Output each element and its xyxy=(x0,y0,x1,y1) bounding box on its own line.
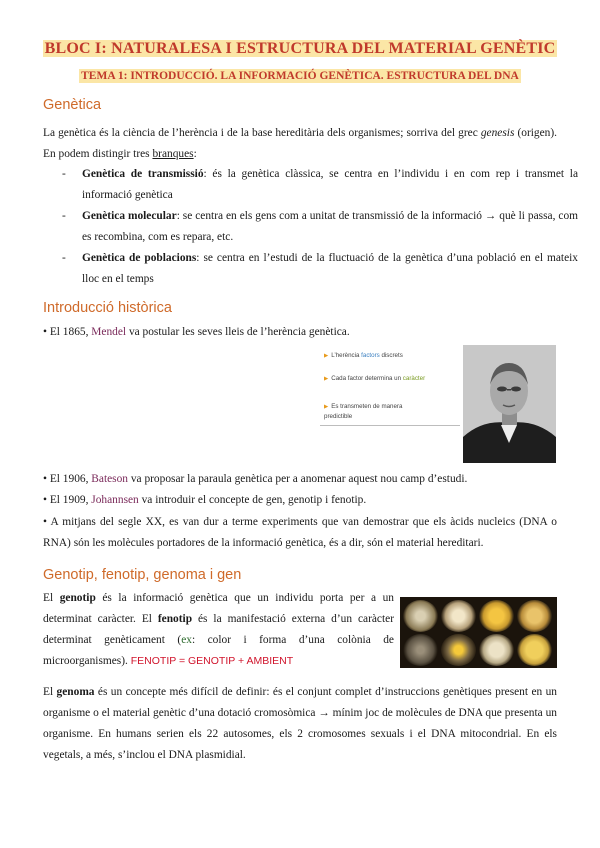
slide-bullet-icon: ▶ xyxy=(324,404,329,410)
slide-bullet-icon: ▶ xyxy=(324,353,329,359)
section-heading-genotip: Genotip, fenotip, genoma i gen xyxy=(43,567,242,583)
history-bateson: • El 1906, Bateson va proposar la paraula genètica per a anomenar aquest nou camp d’estudi. xyxy=(43,473,468,485)
section-heading-historia: Introducció històrica xyxy=(43,300,172,316)
mendel-slide-figure: ▶ L’herència factors discrets ▶ Cada factor determina un caràcter ▶ Es transmeten de manera predictible xyxy=(320,345,460,426)
microorganism-colonies-image xyxy=(400,597,557,668)
document-subtitle: TEMA 1: INTRODUCCIÓ. LA INFORMACIÓ GENÈTICA. ESTRUCTURA DEL DNA xyxy=(81,70,519,82)
section-heading-genetica: Genètica xyxy=(43,97,102,113)
genetica-intro: La genètica és la ciència de l’herència i de la base hereditària dels organismes; sorriva del grec genesis (origen). En podem distingir tres branques: xyxy=(43,127,557,160)
branch-transmissio: - Genètica de transmissió: és la genètica clàssica, se centra en l’individu i en com rep i transmet la informació genètica xyxy=(62,168,578,201)
history-xx-century: • A mitjans del segle XX, es van dur a terme experiments que van demostrar que els àcids nucleics (DNA o RNA) són les molècules portadores de la informació genètica, és a dir, són el material hereditari. xyxy=(43,516,557,549)
branch-molecular: - Genètica molecular: se centra en els gens com a unitat de transmissió de la informació → què li passa, com es recombina, com es repara, etc. xyxy=(62,210,578,243)
history-mendel: • El 1865, Mendel va postular les seves lleis de l’herència genètica. xyxy=(43,326,350,338)
mendel-portrait-image xyxy=(463,345,556,463)
genoma-paragraph: El genoma és un concepte més difícil de definir: és el conjunt complet d’instruccions genètiques present en un organisme o el material genètic d’una dotació cromosòmica → mínim joc de molècules de DNA que presenta un organisme. En humans serien els 22 autosomes, els 2 cromosomes sexuals i el DNA mitocondrial. En els vegetals, a més, s’inclou el DNA plasmidial. xyxy=(43,686,557,761)
history-johannsen: • El 1909, Johannsen va introduir el concepte de gen, genotip i fenotip. xyxy=(43,494,367,506)
slide-bullet-icon: ▶ xyxy=(324,376,329,382)
genotip-fenotip-paragraph: El genotip és la informació genètica que un individu porta per a un determinat caràcter. El fenotip és la manifestació externa d’un caràcter determinat genèticament (ex: color i forma d’una colònia de microorganismes). FENOTIP = GENOTIP + AMBIENT xyxy=(43,592,394,667)
branch-poblacions: - Genètica de poblacions: se centra en l’estudi de la fluctuació de la genètica d’una població en el mateix lloc en el temps xyxy=(62,252,579,285)
document-title: BLOC I: NATURALESA I ESTRUCTURA DEL MATERIAL GENÈTIC xyxy=(44,40,556,57)
